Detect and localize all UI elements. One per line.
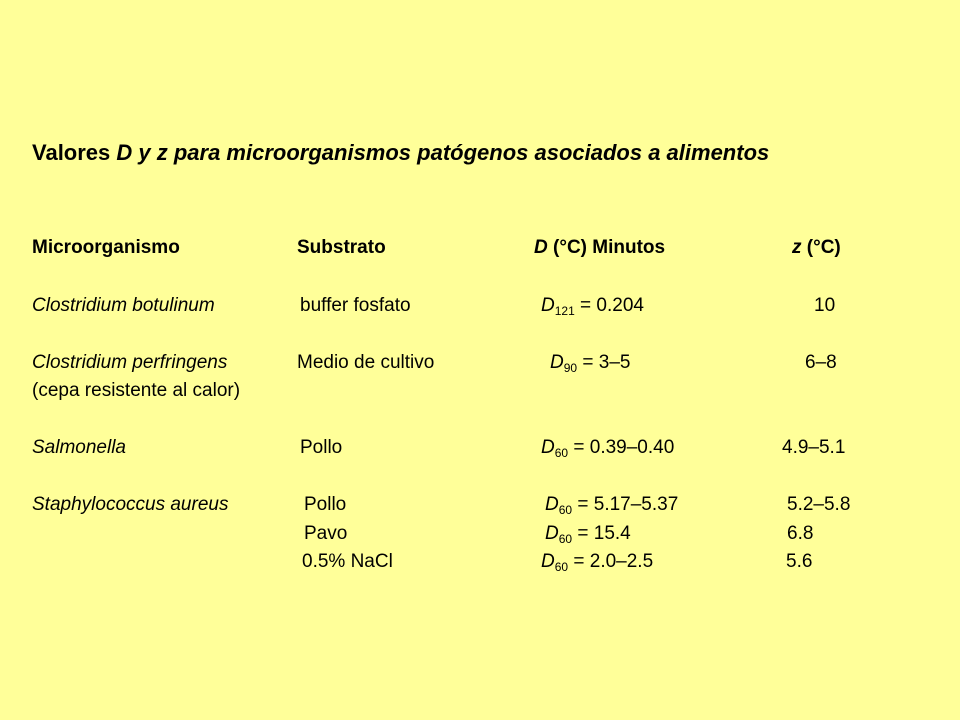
row-substrate: Pavo (304, 523, 348, 544)
header-d-symbol: D (534, 237, 548, 258)
d-subscript: 60 (554, 560, 569, 574)
header-z (792, 237, 841, 259)
d-symbol: D (550, 352, 564, 373)
row-substrate: 0.5% NaCl (302, 551, 393, 572)
d-value-text: = 3–5 (577, 352, 631, 373)
row-z-value: 6–8 (805, 352, 837, 373)
d-subscript: 60 (554, 446, 569, 460)
d-value-text: = 0.204 (574, 295, 644, 316)
row-substrate: Medio de cultivo (297, 352, 435, 373)
d-symbol: D (545, 494, 559, 515)
row-d-value (541, 551, 653, 573)
row-z-value: 10 (814, 295, 836, 316)
header-d-minutos (534, 237, 665, 259)
row-d-value (550, 352, 630, 374)
d-symbol: D (541, 295, 555, 316)
d-subscript: 121 (554, 304, 575, 318)
d-subscript: 90 (563, 361, 578, 375)
header-d-rest: (°C) Minutos (547, 237, 666, 258)
row-substrate: Pollo (300, 437, 343, 458)
row-z-value: 5.6 (786, 551, 813, 572)
row-substrate: buffer fosfato (300, 295, 411, 316)
title-part1: Valores (32, 140, 117, 165)
row-substrate: Pollo (304, 494, 347, 515)
row-organism: Salmonella (32, 437, 126, 458)
d-subscript: 60 (558, 532, 573, 546)
row-organism: Staphylococcus aureus (32, 494, 229, 515)
page-title (32, 140, 769, 166)
row-d-value (545, 494, 678, 516)
d-symbol: D (545, 523, 559, 544)
title-part2: D y z para microorganismos patógenos asociados a alimentos (116, 140, 770, 165)
row-z-value: 4.9–5.1 (782, 437, 846, 458)
d-symbol: D (541, 551, 555, 572)
d-value-text: = 15.4 (572, 523, 631, 544)
header-z-rest: (°C) (801, 237, 841, 258)
header-substrato: Substrato (297, 237, 386, 258)
d-subscript: 60 (558, 503, 573, 517)
d-value-text: = 5.17–5.37 (572, 494, 679, 515)
row-z-value: 5.2–5.8 (787, 494, 851, 515)
row-organism: Clostridium botulinum (32, 295, 215, 316)
row-organism: Clostridium perfringens (32, 352, 228, 373)
row-organism-note: (cepa resistente al calor) (32, 380, 241, 401)
d-symbol: D (541, 437, 555, 458)
d-value-text: = 2.0–2.5 (568, 551, 654, 572)
d-value-text: = 0.39–0.40 (568, 437, 675, 458)
row-d-value (541, 437, 674, 459)
row-d-value (545, 523, 631, 545)
header-microorganismo: Microorganismo (32, 237, 180, 258)
row-z-value: 6.8 (787, 523, 814, 544)
header-z-symbol: z (792, 237, 802, 258)
row-d-value (541, 295, 644, 317)
